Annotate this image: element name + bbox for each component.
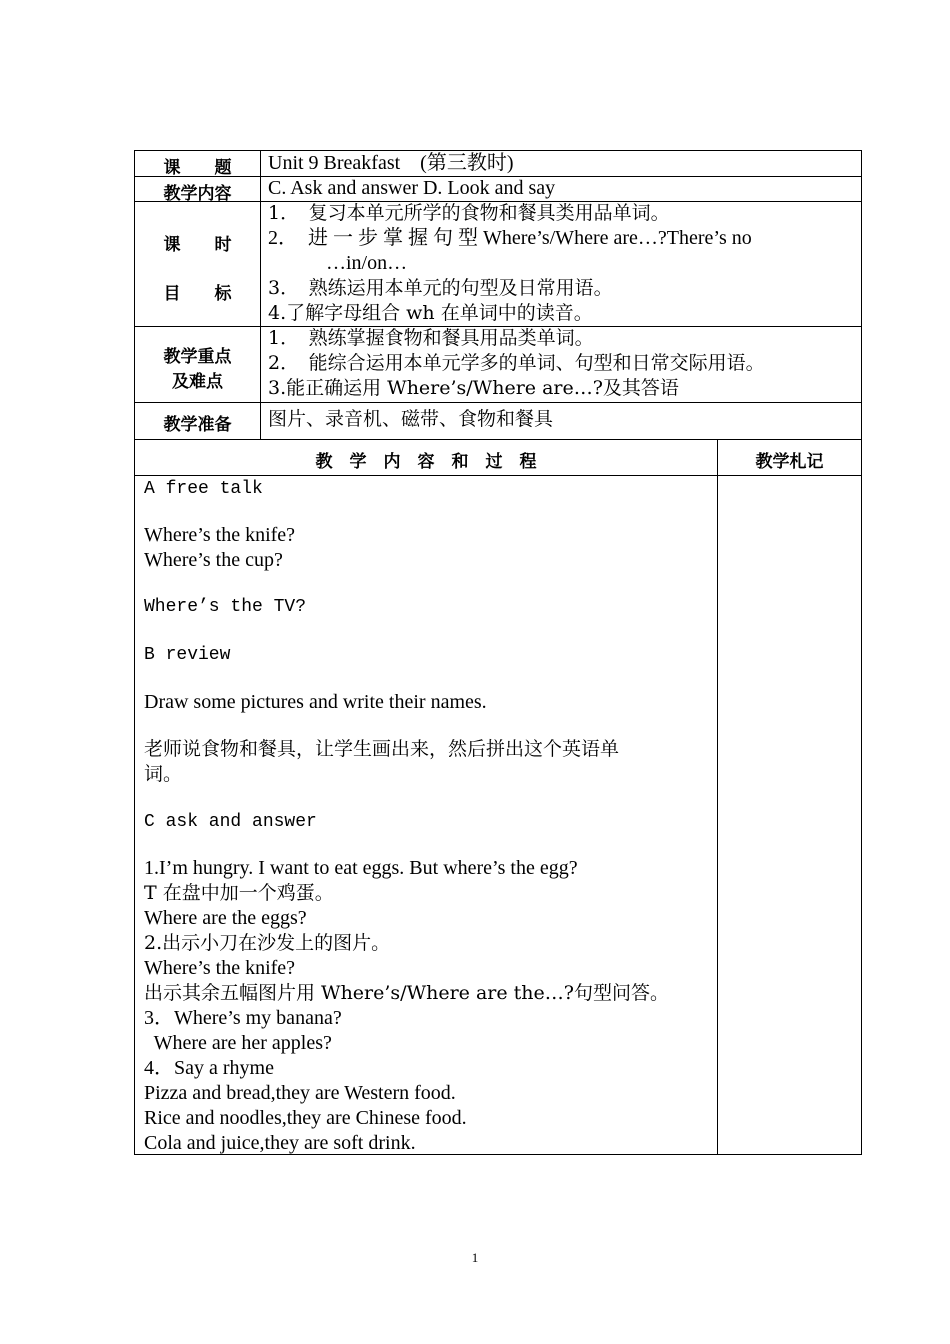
process-line: Pizza and bread,they are Western food. bbox=[144, 1082, 456, 1104]
focus-line-2: 2． 能综合运用本单元学多的单词、句型和日常交际用语。 bbox=[268, 352, 765, 374]
section-a-title: A free talk bbox=[144, 479, 263, 499]
topic-value: Unit 9 Breakfast (第三教时) bbox=[268, 152, 514, 174]
process-line: 3．Where’s my banana? bbox=[144, 1007, 342, 1029]
focus-line-1: 1． 熟练掌握食物和餐具用品类单词。 bbox=[268, 327, 594, 349]
focus-label-2: 及难点 bbox=[172, 372, 223, 392]
goal-line-1: 1． 复习本单元所学的食物和餐具类用品单词。 bbox=[268, 202, 670, 224]
section-b-title: B review bbox=[144, 645, 231, 665]
goal-line-2: 2． 进 一 步 掌 握 句 型 Where’s/Where are…?There’s no bbox=[268, 227, 752, 249]
process-line: Draw some pictures and write their names. bbox=[144, 691, 487, 713]
topic-label: 课 题 bbox=[163, 158, 232, 178]
process-line: Where’s the knife? bbox=[144, 524, 296, 546]
process-line: 老师说食物和餐具，让学生画出来，然后拼出这个英语单 bbox=[144, 738, 620, 760]
process-line: 2.出示小刀在沙发上的图片。 bbox=[144, 932, 391, 954]
goals-label-1: 课 时 bbox=[163, 235, 232, 255]
process-line: Where are the eggs? bbox=[144, 907, 307, 929]
process-line: Where are her apples? bbox=[144, 1032, 332, 1054]
process-line: Where’s the knife? bbox=[144, 957, 296, 979]
process-line: Cola and juice,they are soft drink. bbox=[144, 1132, 416, 1154]
process-heading: 教 学 内 容 和 过 程 bbox=[315, 452, 537, 472]
prep-value: 图片、录音机、磁带、食物和餐具 bbox=[268, 408, 554, 430]
process-line: 词。 bbox=[144, 763, 183, 785]
goals-label-2: 目 标 bbox=[163, 284, 232, 304]
prep-label: 教学准备 bbox=[163, 415, 232, 435]
goal-line-3: 3． 熟练运用本单元的句型及日常用语。 bbox=[268, 277, 613, 299]
notes-heading: 教学札记 bbox=[755, 452, 824, 472]
focus-line-3: 3.能正确运用 Where’s/Where are…?及其答语 bbox=[268, 377, 679, 399]
process-line: 4．Say a rhyme bbox=[144, 1057, 274, 1079]
content-value: C. Ask and answer D. Look and say bbox=[268, 177, 556, 199]
section-c-title: C ask and answer bbox=[144, 812, 317, 832]
goal-line-2b: …in/on… bbox=[326, 252, 408, 274]
process-line: Where’s the cup? bbox=[144, 549, 283, 571]
process-line: 出示其余五幅图片用 Where’s/Where are the…?句型问答。 bbox=[144, 982, 669, 1004]
process-line: Where’s the TV? bbox=[144, 597, 307, 617]
content-label: 教学内容 bbox=[163, 184, 232, 204]
process-line: T 在盘中加一个鸡蛋。 bbox=[144, 882, 334, 904]
process-line: Rice and noodles,they are Chinese food. bbox=[144, 1107, 467, 1129]
process-line: 1.I’m hungry. I want to eat eggs. But where’s the egg? bbox=[144, 857, 578, 879]
page-number: 1 bbox=[471, 1250, 479, 1265]
goal-line-4: 4.了解字母组合 wh 在单词中的读音。 bbox=[268, 302, 593, 324]
focus-label-1: 教学重点 bbox=[163, 347, 232, 367]
